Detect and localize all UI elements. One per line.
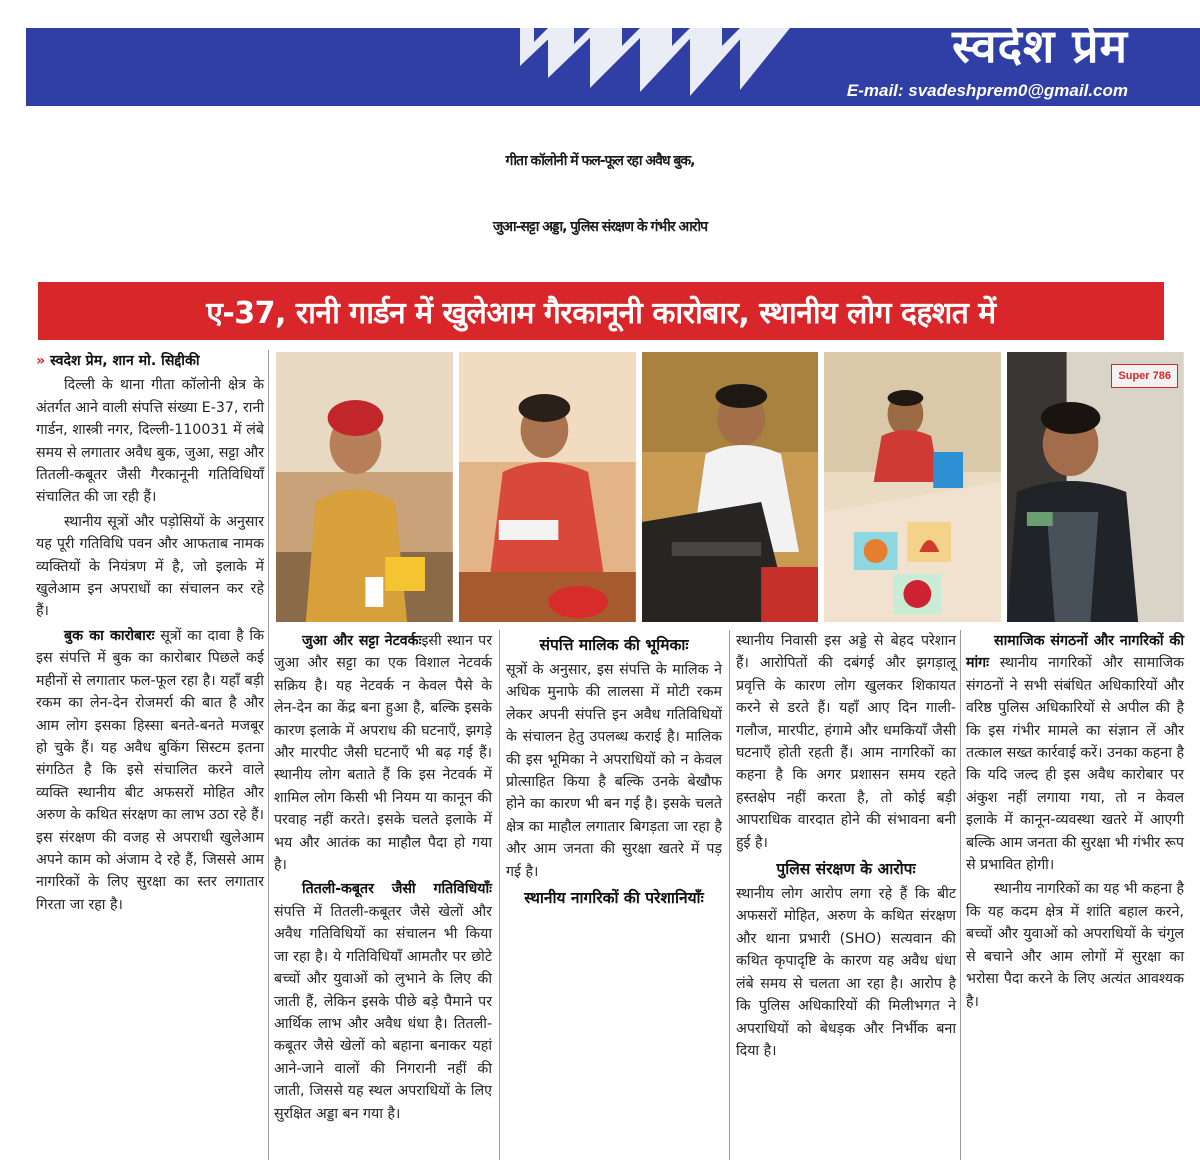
article-closing: स्थानीय नागरिकों का यह भी कहना है कि यह कदम क्षेत्र में शांति बहाल करने, बच्चों और युवाओं को अपराधियों के चंगुल से बचाने और आम लोगों में सुरक्षा का भरोसा पैदा करने के लिए अत्यंत आवश्यक है। (966, 881, 1184, 1010)
headline-line-2: जुआ-सट्टा अड्डा, पुलिस संरक्षण के गंभीर आरोप (492, 219, 708, 235)
masthead (0, 0, 1200, 112)
subhead-text: ए-37, रानी गार्डन में खुलेआम गैरकानूनी कारोबार, स्थानीय लोग दहशत में (206, 295, 996, 331)
demand-section-text: स्थानीय नागरिकों और सामाजिक संगठनों ने सभी संबंधित अधिकारियों और वरिष्ठ पुलिस अधिकारियों से अपील की है कि इस गंभीर मामले का संज्ञान लें और तत्काल सख्त कार्रवाई करें। उनका कहना है कि यदि जल्द ही इस अवैध कारोबार पर अंकुश नहीं लगाया गया, तो न केवल इलाके में कानून-व्यवस्था खतरे में आएगी बल्कि आम जनता की सुरक्षा भी गंभीर रूप से प्रभावित होगी। (966, 655, 1184, 874)
titli-section-heading: तितली-कबूतर जैसी गतिविधियाँः (302, 881, 492, 898)
masthead-name: स्वदेश प्रेम (952, 19, 1128, 73)
article-column-3 (506, 630, 722, 912)
article-column-5 (966, 630, 1184, 1015)
police-section-heading: पुलिस संरक्षण के आरोपः (776, 860, 916, 879)
byline (36, 350, 264, 372)
gamble-section-heading: जुआ और सट्टा नेटवर्कः (302, 633, 422, 649)
owner-section-text: सूत्रों के अनुसार, इस संपत्ति के मालिक ने अधिक मुनाफे की लालसा में मोटी रकम लेकर अपनी संपत्ति इन अवैध गतिविधियों के संचालन हेतु उपलब्ध कराई है। मालिक की इस भूमिका ने अपराधियों को न केवल प्रोत्साहित किया है बल्कि उनके बेखौफ होने का कारण भी बन गई है। इसके चलते क्षेत्र का माहौल लगातार बिगड़ता जा रहा है और आम जनता की सुरक्षा खतरे में पड़ गई है। (506, 662, 722, 880)
article-column-1 (36, 350, 264, 918)
subhead-band (38, 282, 1164, 340)
titli-section (274, 878, 492, 1124)
man-at-game-board-photo (824, 352, 1001, 622)
citizens-section-heading: स्थानीय नागरिकों की परेशानियाँः (524, 889, 704, 908)
article-column-2 (274, 630, 492, 1127)
titli-section-text: संपत्ति में तितली-कबूतर जैसे खेलों और अवैध गतिविधियों का संचालन भी किया जा रहा है। ये गतिविधियाँ आमतौर पर छोटे बच्चों और युवाओं को लुभाने के लिए की जाती हैं, लेकिन इसके पीछे बड़े पैमाने पर आर्थिक लाभ और अवैध धंधा है। तितली-कबूतर जैसे खेलों को बहाना बनाकर यहां आने-जाने वालों की निगरानी नहीं की जाती, जिससे यह स्थल अपराधियों के लिए सुरक्षित अड्डा बन गया है। (274, 903, 492, 1122)
article-paragraph: स्थानीय सूत्रों और पड़ोसियों के अनुसार यह पूरी गतिविधि पवन और आफताब नामक व्यक्तियों के नियंत्रण में है, जो इलाके में खुलेआम इन अपराधों का संचालन कर रहे हैं। (36, 513, 264, 620)
demand-section-heading: सामाजिक संगठनों और नागरिकों की मांगः (966, 633, 1184, 672)
masthead-email[interactable]: E-mail: svadeshprem0@gmail.com (846, 81, 1128, 100)
book-section (36, 625, 264, 916)
owner-section-heading: संपत्ति मालिक की भूमिकाः (539, 636, 689, 654)
book-section-heading: बुक का कारोबारः (64, 627, 155, 644)
column-rule (960, 630, 961, 1160)
demand-section (966, 630, 1184, 876)
article-intro: दिल्ली के थाना गीता कॉलोनी क्षेत्र के अंतर्गत आने वाली संपत्ति संख्या E-37, रानी गार्डन, शास्त्री नगर, दिल्ली-110031 में लंबे समय से लगातार अवैध बुक, जुआ, सट्टा और तितली-कबूतर जैसी गैरकानूनी गतिविधियाँ संचालित की जा रही हैं। (36, 377, 264, 506)
headline-line-1: गीता कॉलोनी में फल-फूल रहा अवैध बुक, (505, 153, 695, 169)
column-rule (729, 630, 730, 1160)
book-section-text: सूत्रों का दावा है कि इस संपत्ति में बुक का कारोबार पिछले कई महीनों से लगातार फल-फूल रहा है। यहाँ बड़ी रकम का लेन-देन रोजमर्रा की बात है और आम लोग इसका हिस्सा बनते-बनते मजबूर हो चुके हैं। यह अवैध बुकिंग सिस्टम इतना संगठित है कि इसे संचालित करने वाले व्यक्ति स्थानीय बीट अफसरों मोहित और अरुण के कथित संरक्षण का लाभ उठा रहे हैं। इस संरक्षण की वजह से अपराधी खुलेआम अपने काम को अंजाम दे रहे हैं, जिससे आम नागरिकों के लिए सुरक्षा का स्तर लगातार गिरता जा रहा है। (36, 627, 264, 913)
man-in-red-jacket-photo (459, 352, 636, 622)
byline-text: स्वदेश प्रेम, शान मो. सिद्दीकी (50, 353, 200, 369)
photo-strip (276, 352, 1184, 622)
man-in-red-beanie-photo (276, 352, 453, 622)
byline-marker-icon: » (36, 353, 51, 369)
man-in-white-hoodie-photo (642, 352, 819, 622)
citizens-section-text: स्थानीय निवासी इस अड्डे से बेहद परेशान हैं। आरोपितों की दबंगई और झगड़ालू प्रवृत्ति के कारण लोग खुलकर शिकायत करने से डरते हैं। यहाँ आए दिन गाली-गलौज, मारपीट, हंगामे और धमकियाँ जैसी घटनाएँ होती रहती हैं। आम नागरिकों का कहना है कि अगर प्रशासन समय रहते हस्तक्षेप नहीं करता है, तो कोई बड़ी आपराधिक वारदात होने की संभावना बनी हुई है। (736, 633, 956, 851)
column-rule (268, 350, 269, 1160)
column-rule (499, 630, 500, 1160)
lottery-sign: Super 786 (1111, 364, 1178, 388)
police-section-text: स्थानीय लोग आरोप लगा रहे हैं कि बीट अफसरों मोहित, अरुण के कथित संरक्षण और थाना प्रभारी (SHO) सत्यवान की कथित कृपादृष्टि के कारण यह अवैध धंधा लंबे समय से चलता आ रहा है। आरोप है कि पुलिस अधिकारियों की मिलीभगत ने अपराधियों को बेधड़क और निर्भीक बना दिया है। (736, 886, 956, 1059)
article-column-4 (736, 630, 956, 1064)
gamble-section (274, 630, 492, 876)
gamble-section-text: इसी स्थान पर जुआ और सट्टा का एक विशाल नेटवर्क सक्रिय है। यह नेटवर्क न केवल पैसे के लेन-देन का केंद्र बना हुआ है, बल्कि इसके कारण इलाके में अपराध की घटनाएँ, झगड़े और मारपीट जैसी घटनाएँ भी बढ़ गई हैं। स्थानीय लोग बताते हैं कि इस नेटवर्क में शामिल लोग किसी भी नियम या कानून की परवाह नहीं करते। इसके चलते इलाके में भय और आतंक का माहौल पैदा हो गया है। (274, 633, 492, 874)
man-with-cash-photo (1007, 352, 1184, 622)
headline (0, 128, 1200, 260)
